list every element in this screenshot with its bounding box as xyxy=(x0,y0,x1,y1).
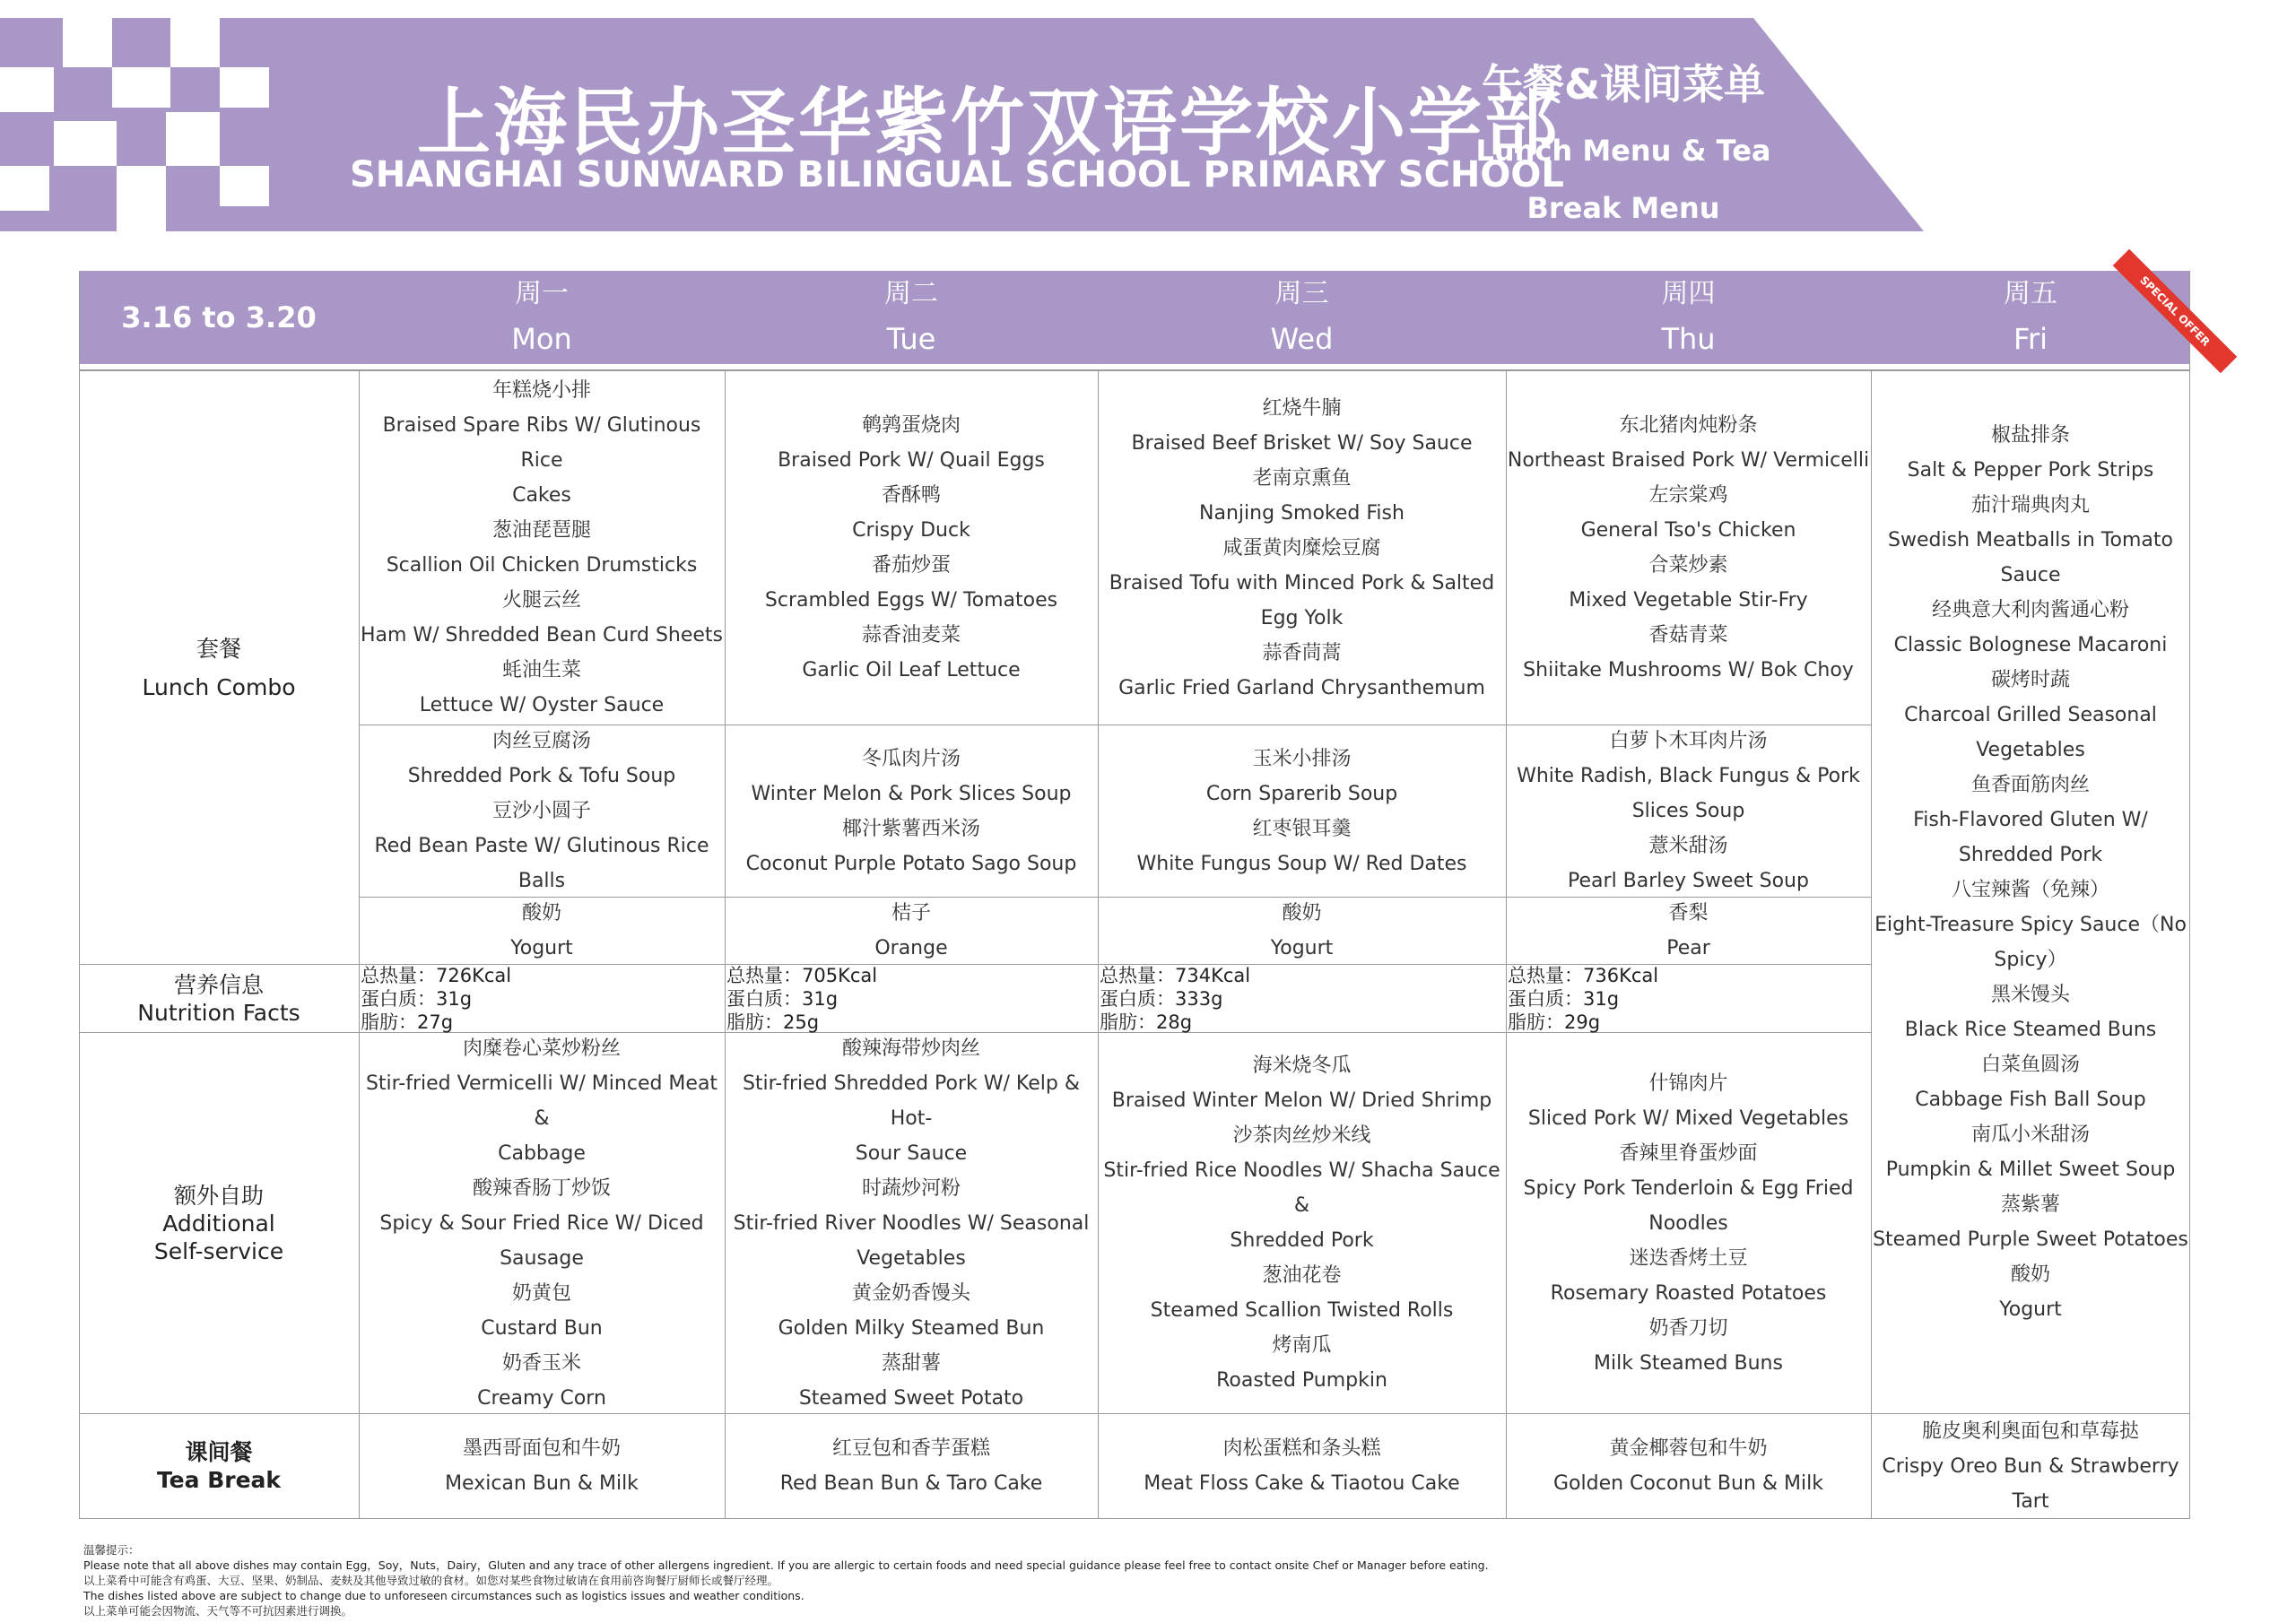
day-header-wed xyxy=(1098,271,1506,364)
dish-line: 红烧牛腩 xyxy=(1262,396,1342,420)
dish-line: Braised Winter Melon W/ Dried Shrimp xyxy=(1111,1089,1492,1112)
dish-line: Cabbage Fish Ball Soup xyxy=(1915,1089,2146,1111)
dish-line: Red Bean Bun & Taro Cake xyxy=(779,1472,1043,1495)
dish-line: 奶黄包 xyxy=(511,1281,571,1305)
soup-tue xyxy=(725,725,1098,897)
dish-line: 奶香玉米 xyxy=(501,1351,581,1375)
dish-line: Ham W/ Shredded Bean Curd Sheets xyxy=(360,624,724,647)
row-label-cn: 套餐 xyxy=(196,635,241,662)
dish-line: 葱油琵琶腿 xyxy=(491,519,591,542)
dish-line: Yogurt xyxy=(510,937,573,959)
dish-line: Mixed Vegetable Stir-Fry xyxy=(1569,589,1808,612)
row-label-en: Lunch Combo xyxy=(142,673,296,700)
row-label-en: Tea Break xyxy=(156,1467,282,1493)
dish-line: 八宝辣酱（免辣） xyxy=(1951,879,2109,901)
nutrition-line: 蛋白质：333g xyxy=(1100,987,1223,1010)
day-cn: 周一 xyxy=(515,278,569,309)
day-en: Tue xyxy=(886,322,936,356)
dish-line: 酸辣香肠丁炒饭 xyxy=(472,1176,611,1200)
dish-line: Golden Coconut Bun & Milk xyxy=(1552,1472,1823,1495)
dish-line: 火腿云丝 xyxy=(501,589,581,612)
row-label-tea xyxy=(79,1414,359,1518)
nutrition-line: 蛋白质：31g xyxy=(1508,987,1620,1010)
dish-line: Cakes xyxy=(512,484,571,507)
dish-line: 香辣里脊蛋炒面 xyxy=(1619,1141,1758,1165)
nutrition-line: 总热量：705Kcal xyxy=(726,964,878,986)
dish-line: 碳烤时蔬 xyxy=(1990,669,2070,691)
nutrition-line: 脂肪：28g xyxy=(1100,1011,1193,1033)
dish-line: Crispy Duck xyxy=(852,519,970,542)
dish-line: 肉松蛋糕和条头糕 xyxy=(1222,1437,1381,1460)
dish-line: 蒸甜薯 xyxy=(881,1351,941,1375)
dish-line: Sour Sauce xyxy=(855,1141,968,1165)
row-label-extra xyxy=(79,1033,359,1413)
dish-line: 沙茶肉丝炒米线 xyxy=(1232,1124,1371,1147)
dish-line: 椒盐排条 xyxy=(1990,424,2070,447)
dish-line: 酸奶 xyxy=(2010,1263,2050,1286)
day-header-thu xyxy=(1506,271,1871,364)
dish-line: 蚝油生菜 xyxy=(501,659,581,681)
dish-line: Golden Milky Steamed Bun xyxy=(778,1316,1045,1340)
dish-line: 烤南瓜 xyxy=(1272,1334,1332,1357)
note-line: 以上菜肴中可能含有鸡蛋、大豆、坚果、奶制品、麦麸及其他导致过敏的食材。如您对某些食物过敏请在食用前咨询餐厅厨师长或餐厅经理。 xyxy=(83,1574,779,1587)
nutrition-mon xyxy=(359,965,725,1032)
dish-line: 年糕烧小排 xyxy=(491,379,591,402)
dish-line: Stir-fried River Noodles W/ Seasonal xyxy=(733,1211,1090,1235)
school-title-cn: 上海民办圣华紫竹双语学校小学部 xyxy=(417,81,1561,166)
extra-wed xyxy=(1098,1033,1506,1413)
note-line: Please note that all above dishes may contain Egg，Soy，Nuts，Dairy，Gluten and any trace of other allergens ingredient. If you are allergic to certain foods and need special guidance please feel free to contact onsite Chef or Manager before eating. xyxy=(83,1558,1489,1572)
nutrition-line: 总热量：736Kcal xyxy=(1508,964,1659,986)
dish-line: 茄汁瑞典肉丸 xyxy=(1970,494,2090,516)
dish-line: 酸奶 xyxy=(1282,902,1322,924)
dish-line: 蒜香茼蒿 xyxy=(1262,641,1342,664)
lunch-main-mon xyxy=(359,371,725,725)
allergen-notes xyxy=(83,1542,1877,1619)
dish-line: Black Rice Steamed Buns xyxy=(1904,1019,2157,1041)
nutrition-line: 蛋白质：31g xyxy=(726,987,839,1010)
soup-mon xyxy=(359,725,725,897)
dish-line: Meat Floss Cake & Tiaotou Cake xyxy=(1144,1472,1460,1495)
dish-line: Sauce xyxy=(2000,564,2061,586)
date-range: 3.16 to 3.20 xyxy=(121,300,317,334)
dish-line: 南瓜小米甜汤 xyxy=(1970,1124,2090,1146)
special-offer-ribbon xyxy=(2090,265,2213,373)
dish-line: Mexican Bun & Milk xyxy=(445,1472,639,1495)
dish-line: Shredded Pork & Tofu Soup xyxy=(407,765,676,787)
dish-line: 冬瓜肉片汤 xyxy=(861,747,961,770)
dish-line: Steamed Scallion Twisted Rolls xyxy=(1150,1299,1454,1322)
day-header-mon xyxy=(359,271,725,364)
dish-line: Scrambled Eggs W/ Tomatoes xyxy=(764,589,1058,612)
dish-line: Custard Bun xyxy=(481,1316,603,1340)
dish-line: 左宗棠鸡 xyxy=(1648,484,1728,507)
dessert-thu xyxy=(1506,898,1871,964)
dish-line: Yogurt xyxy=(1999,1298,2062,1321)
dish-line: Fish-Flavored Gluten W/ xyxy=(1913,809,2148,831)
dish-line: Nanjing Smoked Fish xyxy=(1199,501,1405,525)
extra-tue xyxy=(725,1033,1098,1413)
day-cn: 周五 xyxy=(2004,278,2057,309)
row-label-cn: 课间餐 xyxy=(185,1439,253,1465)
lunch-main-thu xyxy=(1506,371,1871,725)
school-title-en: SHANGHAI SUNWARD BILINGUAL SCHOOL PRIMARY SCHOOL xyxy=(350,154,1564,195)
dish-line: 肉糜卷心菜炒粉丝 xyxy=(462,1037,621,1060)
dish-line: Pearl Barley Sweet Soup xyxy=(1568,870,1809,892)
nutrition-tue xyxy=(725,965,1098,1032)
dish-line: 肉丝豆腐汤 xyxy=(491,730,591,752)
dish-line: Scallion Oil Chicken Drumsticks xyxy=(386,554,698,577)
dish-line: 豆沙小圆子 xyxy=(491,800,591,822)
dish-line: 桔子 xyxy=(891,902,931,924)
dessert-wed xyxy=(1098,898,1506,964)
dish-line: 葱油花卷 xyxy=(1262,1264,1342,1287)
dish-line: 东北猪肉炖粉条 xyxy=(1619,414,1758,437)
dish-line: 红枣银耳羹 xyxy=(1252,817,1352,840)
menu-table xyxy=(79,271,2190,1519)
nutrition-line: 总热量：726Kcal xyxy=(361,964,512,986)
nutrition-wed xyxy=(1098,965,1506,1032)
dish-line: Stir-fried Vermicelli W/ Minced Meat & xyxy=(365,1072,718,1130)
dish-line: Braised Tofu with Minced Pork & Salted xyxy=(1109,571,1495,595)
tea-mon xyxy=(359,1414,725,1518)
dish-line: 鱼香面筋肉丝 xyxy=(1970,774,2090,796)
dish-line: Vegetables xyxy=(857,1246,966,1270)
tea-tue xyxy=(725,1414,1098,1518)
nutrition-line: 脂肪：27g xyxy=(361,1011,454,1033)
dish-line: Classic Bolognese Macaroni xyxy=(1893,634,2168,656)
dish-line: Shredded Pork xyxy=(1958,844,2103,866)
menu-title-en: Lunch Menu & Tea Break Menu xyxy=(1475,134,1771,225)
dish-line: 酸奶 xyxy=(521,902,561,924)
dish-line: 奶香刀切 xyxy=(1648,1316,1728,1340)
dish-line: Braised Spare Ribs W/ Glutinous Rice xyxy=(382,414,701,472)
dish-line: 合菜炒素 xyxy=(1648,554,1728,577)
dish-line: 黄金奶香馒头 xyxy=(851,1281,970,1305)
nutrition-line: 脂肪：29g xyxy=(1508,1011,1601,1033)
lunch-friday xyxy=(1871,371,2190,1413)
nutrition-line: 总热量：734Kcal xyxy=(1100,964,1251,986)
day-cn: 周四 xyxy=(1661,278,1716,309)
dish-line: 时蔬炒河粉 xyxy=(861,1176,961,1200)
nutrition-line: 蛋白质：31g xyxy=(361,987,473,1010)
extra-thu xyxy=(1506,1033,1871,1413)
row-label-en: Nutrition Facts xyxy=(137,999,300,1026)
dish-line: Braised Beef Brisket W/ Soy Sauce xyxy=(1131,431,1473,455)
dish-line: 黄金椰蓉包和牛奶 xyxy=(1609,1437,1768,1460)
dessert-mon xyxy=(359,898,725,964)
dish-line: Stir-fried Rice Noodles W/ Shacha Sauce & xyxy=(1103,1159,1500,1217)
row-label-lunch xyxy=(79,371,359,964)
dish-line: Sausage xyxy=(500,1246,584,1270)
note-line: The dishes listed above are subject to change due to unforeseen circumstances such as logistics issues and weather conditions. xyxy=(83,1589,804,1602)
dish-line: 经典意大利肉酱通心粉 xyxy=(1931,599,2129,621)
dish-line: 蒜香油麦菜 xyxy=(861,624,961,647)
row-label-nutrition xyxy=(79,965,359,1032)
dish-line: 香梨 xyxy=(1668,902,1709,924)
lunch-main-tue xyxy=(725,371,1098,725)
dish-line: 白萝卜木耳肉片汤 xyxy=(1609,730,1768,752)
row-label-en: Self-service xyxy=(153,1237,284,1264)
dish-line: Corn Sparerib Soup xyxy=(1205,782,1398,805)
day-en: Fri xyxy=(2013,322,2048,356)
dessert-tue xyxy=(725,898,1098,964)
dish-line: Spicy & Sour Fried Rice W/ Diced xyxy=(379,1211,704,1235)
note-line: 以上菜单可能会因物流、天气等不可抗因素进行调换。 xyxy=(83,1604,353,1618)
dish-line: Northeast Braised Pork W/ Vermicelli xyxy=(1507,449,1870,472)
dish-line: Noodles xyxy=(1648,1211,1728,1235)
dish-line: White Radish, Black Fungus & Pork xyxy=(1517,765,1860,787)
dish-line: 老南京熏鱼 xyxy=(1252,466,1352,490)
dish-line: Shredded Pork xyxy=(1230,1229,1374,1252)
dish-line: Milk Steamed Buns xyxy=(1594,1351,1783,1375)
day-cn: 周三 xyxy=(1274,278,1329,309)
dish-line: Garlic Oil Leaf Lettuce xyxy=(802,659,1021,681)
dish-line: Creamy Corn xyxy=(477,1386,606,1410)
dish-line: 玉米小排汤 xyxy=(1252,747,1352,770)
dish-line: 薏米甜汤 xyxy=(1648,835,1728,857)
dish-line: 什锦肉片 xyxy=(1648,1072,1728,1095)
dish-line: 红豆包和香芋蛋糕 xyxy=(831,1437,990,1460)
day-cn: 周二 xyxy=(884,278,938,309)
soup-thu xyxy=(1506,725,1871,897)
dish-line: Lettuce W/ Oyster Sauce xyxy=(419,694,665,716)
dish-line: 墨西哥面包和牛奶 xyxy=(462,1437,621,1460)
day-en: Thu xyxy=(1661,322,1716,356)
dish-line: 脆皮奥利奥面包和草莓挞 xyxy=(1921,1419,2139,1443)
dish-line: Egg Yolk xyxy=(1260,606,1344,629)
special-offer-label: SPECIAL OFFER xyxy=(2113,249,2238,374)
dish-line: 白菜鱼圆汤 xyxy=(1980,1054,2080,1076)
dish-line: 海米烧冬瓜 xyxy=(1252,1055,1352,1077)
day-en: Mon xyxy=(511,322,572,356)
tea-wed xyxy=(1098,1414,1506,1518)
dish-line: Winter Melon & Pork Slices Soup xyxy=(751,782,1072,805)
dish-line: Tart xyxy=(2012,1489,2049,1513)
row-label-en: Additional xyxy=(162,1210,275,1237)
dish-line: Yogurt xyxy=(1270,937,1334,959)
dish-line: Pear xyxy=(1666,937,1710,959)
dish-line: 香酥鸭 xyxy=(881,484,941,507)
tea-fri xyxy=(1871,1414,2190,1518)
dish-line: Roasted Pumpkin xyxy=(1216,1369,1387,1392)
dish-line: 番茄炒蛋 xyxy=(871,554,951,577)
extra-mon xyxy=(359,1033,725,1413)
dish-line: Pumpkin & Millet Sweet Soup xyxy=(1885,1159,2176,1181)
dish-line: Spicy） xyxy=(1994,949,2067,971)
dish-line: Vegetables xyxy=(1976,739,2085,761)
nutrition-thu xyxy=(1506,965,1871,1032)
dish-line: General Tso's Chicken xyxy=(1580,519,1796,542)
dish-line: Rosemary Roasted Potatoes xyxy=(1550,1281,1827,1305)
dish-line: White Fungus Soup W/ Red Dates xyxy=(1136,852,1467,875)
dish-line: Sliced Pork W/ Mixed Vegetables xyxy=(1527,1107,1849,1130)
dish-line: Orange xyxy=(874,937,948,959)
dish-line: Crispy Oreo Bun & Strawberry xyxy=(1882,1454,2179,1478)
note-line: 温馨提示： xyxy=(83,1543,140,1557)
dish-line: 鹌鹑蛋烧肉 xyxy=(861,414,961,437)
dish-line: Spicy Pork Tenderloin & Egg Fried xyxy=(1523,1176,1854,1200)
date-range-cell xyxy=(79,271,359,364)
dish-line: Eight-Treasure Spicy Sauce（No xyxy=(1874,914,2187,936)
day-header-tue xyxy=(725,271,1098,364)
nutrition-line: 脂肪：25g xyxy=(726,1011,820,1033)
dish-line: 香菇青菜 xyxy=(1648,624,1728,647)
dish-line: Garlic Fried Garland Chrysanthemum xyxy=(1118,676,1485,699)
dish-line: Charcoal Grilled Seasonal xyxy=(1904,704,2157,726)
menu-title-cn: 午餐&课间菜单 xyxy=(1481,60,1766,108)
tea-thu xyxy=(1506,1414,1871,1518)
dish-line: Shiitake Mushrooms W/ Bok Choy xyxy=(1523,659,1854,681)
row-label-cn: 额外自助 xyxy=(173,1182,264,1209)
dish-line: 椰汁紫薯西米汤 xyxy=(841,817,980,840)
dish-line: 黑米馒头 xyxy=(1990,984,2070,1006)
dish-line: Braised Pork W/ Quail Eggs xyxy=(778,449,1045,472)
dish-line: Stir-fried Shredded Pork W/ Kelp & Hot- xyxy=(742,1072,1081,1130)
dish-line: 咸蛋黄肉糜烩豆腐 xyxy=(1222,536,1381,560)
dish-line: Balls xyxy=(517,870,566,892)
dish-line: Cabbage xyxy=(498,1141,586,1165)
dish-line: Steamed Purple Sweet Potatoes xyxy=(1873,1228,2188,1251)
dish-line: Coconut Purple Potato Sago Soup xyxy=(745,852,1077,875)
dish-line: Slices Soup xyxy=(1631,800,1745,822)
dish-line: 酸辣海带炒肉丝 xyxy=(841,1037,980,1060)
row-label-cn: 营养信息 xyxy=(173,971,264,998)
dish-line: Swedish Meatballs in Tomato xyxy=(1888,529,2173,551)
dish-line: Salt & Pepper Pork Strips xyxy=(1907,459,2154,482)
day-en: Wed xyxy=(1270,322,1334,356)
soup-wed xyxy=(1098,725,1506,897)
lunch-main-wed xyxy=(1098,371,1506,725)
dish-line: Red Bean Paste W/ Glutinous Rice xyxy=(374,835,709,857)
dish-line: 蒸紫薯 xyxy=(2000,1193,2060,1216)
dish-line: 迷迭香烤土豆 xyxy=(1629,1246,1748,1270)
dish-line: Steamed Sweet Potato xyxy=(798,1386,1024,1410)
